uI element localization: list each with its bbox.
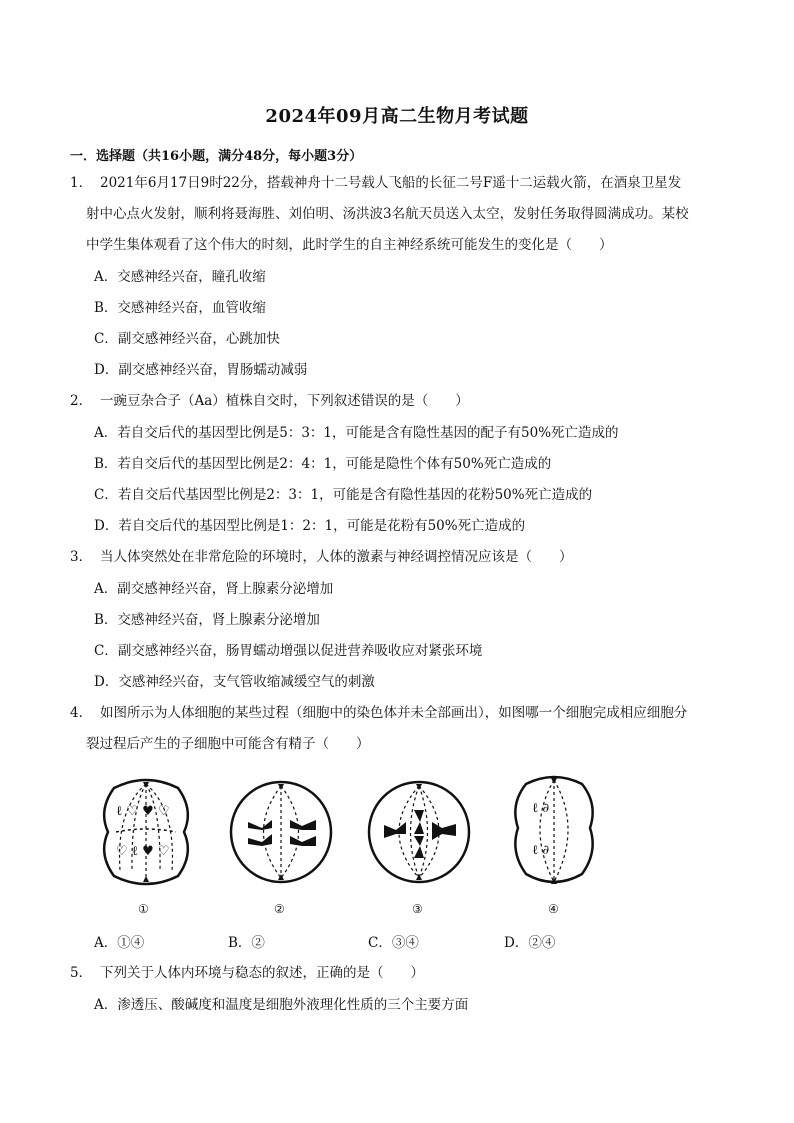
question-number: 1． [70,175,93,191]
option-1c[interactable]: C．副交感神经兴奋，心跳加快 [94,331,280,347]
option-3a[interactable]: A．副交感神经兴奋，肾上腺素分泌增加 [94,581,334,597]
svg-text:♡ ℓ ♥ ♡: ♡ ℓ ♥ ♡ [116,844,170,859]
cell-division-figures [90,770,630,920]
option-1b[interactable]: B．交感神经兴奋，血管收缩 [94,300,266,316]
option-1a[interactable]: A．交感神经兴奋，瞳孔收缩 [94,269,266,285]
figure-label-1: ① [138,902,149,916]
svg-text:ℓ ∂: ℓ ∂ [532,801,550,816]
option-2b[interactable]: B．若自交后代的基因型比例是2：4：1，可能是隐性个体有50%死亡造成的 [94,456,552,472]
question-3 [70,542,730,573]
question-line: 2． 一豌豆杂合子（Aa）植株自交时，下列叙述错误的是（ ） [70,386,730,417]
option-2d[interactable]: D．若自交后代的基因型比例是1：2：1，可能是花粉有50%死亡造成的 [94,518,526,534]
option-4b[interactable]: B．② [228,935,265,951]
option-3c[interactable]: C．副交感神经兴奋，肠胃蠕动增强以促进营养吸收应对紧张环境 [94,643,483,659]
question-line: 中学生集体观看了这个伟大的时刻，此时学生的自主神经系统可能发生的变化是（ ） [86,237,613,253]
question-1 [70,168,730,261]
option-3b[interactable]: B．交感神经兴奋，肾上腺素分泌增加 [94,612,320,628]
page-title: 2024年09月高二生物月考试题 [265,106,529,127]
question-number: 2． [70,393,93,409]
option-3d[interactable]: D．交感神经兴奋，支气管收缩减缓空气的刺激 [94,674,375,690]
svg-text:ℓ ♡ ♥ ♡: ℓ ♡ ♥ ♡ [116,804,170,819]
question-line: 射中心点火发射，顺利将聂海胜、刘伯明、汤洪波3名航天员送入太空，发射任务取得圆满成功。某校 [86,206,689,222]
svg-text:ℓ ∂: ℓ ∂ [532,843,550,858]
question-line: 5． 下列关于人体内环境与稳态的叙述，正确的是（ ） [70,958,730,989]
question-4 [70,698,730,760]
figure-label-4: ④ [548,902,559,916]
cell-figure-1 [96,770,196,895]
question-line: 裂过程后产生的子细胞中可能含有精子（ ） [86,736,370,752]
cell-figure-2 [226,770,336,895]
option-2a[interactable]: A．若自交后代的基因型比例是5：3：1，可能是含有隐性基因的配子有50%死亡造成的 [94,425,619,441]
option-4d[interactable]: D．②④ [504,935,556,951]
cell-figure-4 [504,770,604,895]
option-5a[interactable]: A．渗透压、酸碱度和温度是细胞外液理化性质的三个主要方面 [94,997,469,1013]
question-2 [70,386,730,417]
section-heading: 一．选择题（共16小题，满分48分，每小题3分） [70,149,363,164]
question-number: 3． [70,549,93,565]
question-number: 4． [70,705,93,721]
figure-label-2: ② [274,902,285,916]
question-line: 3． 当人体突然处在非常危险的环境时，人体的激素与神经调控情况应该是（ ） [70,542,730,573]
question-5 [70,958,730,989]
option-4c[interactable]: C．③④ [368,935,419,951]
figure-label-3: ③ [412,902,423,916]
option-2c[interactable]: C．若自交后代基因型比例是2：3：1，可能是含有隐性基因的花粉50%死亡造成的 [94,487,593,503]
option-4a[interactable]: A．①④ [94,935,145,951]
question-line: 1． 2021年6月17日9时22分，搭载神舟十二号载人飞船的长征二号F遥十二运载火箭，在酒泉卫星发 [70,168,730,199]
cell-figure-3 [364,770,474,895]
question-line: 4． 如图所示为人体细胞的某些过程（细胞中的染色体并未全部画出），如图哪一个细胞完成相应细胞分 [70,698,730,729]
option-1d[interactable]: D．副交感神经兴奋，胃肠蠕动减弱 [94,362,308,378]
question-number: 5． [70,965,93,981]
